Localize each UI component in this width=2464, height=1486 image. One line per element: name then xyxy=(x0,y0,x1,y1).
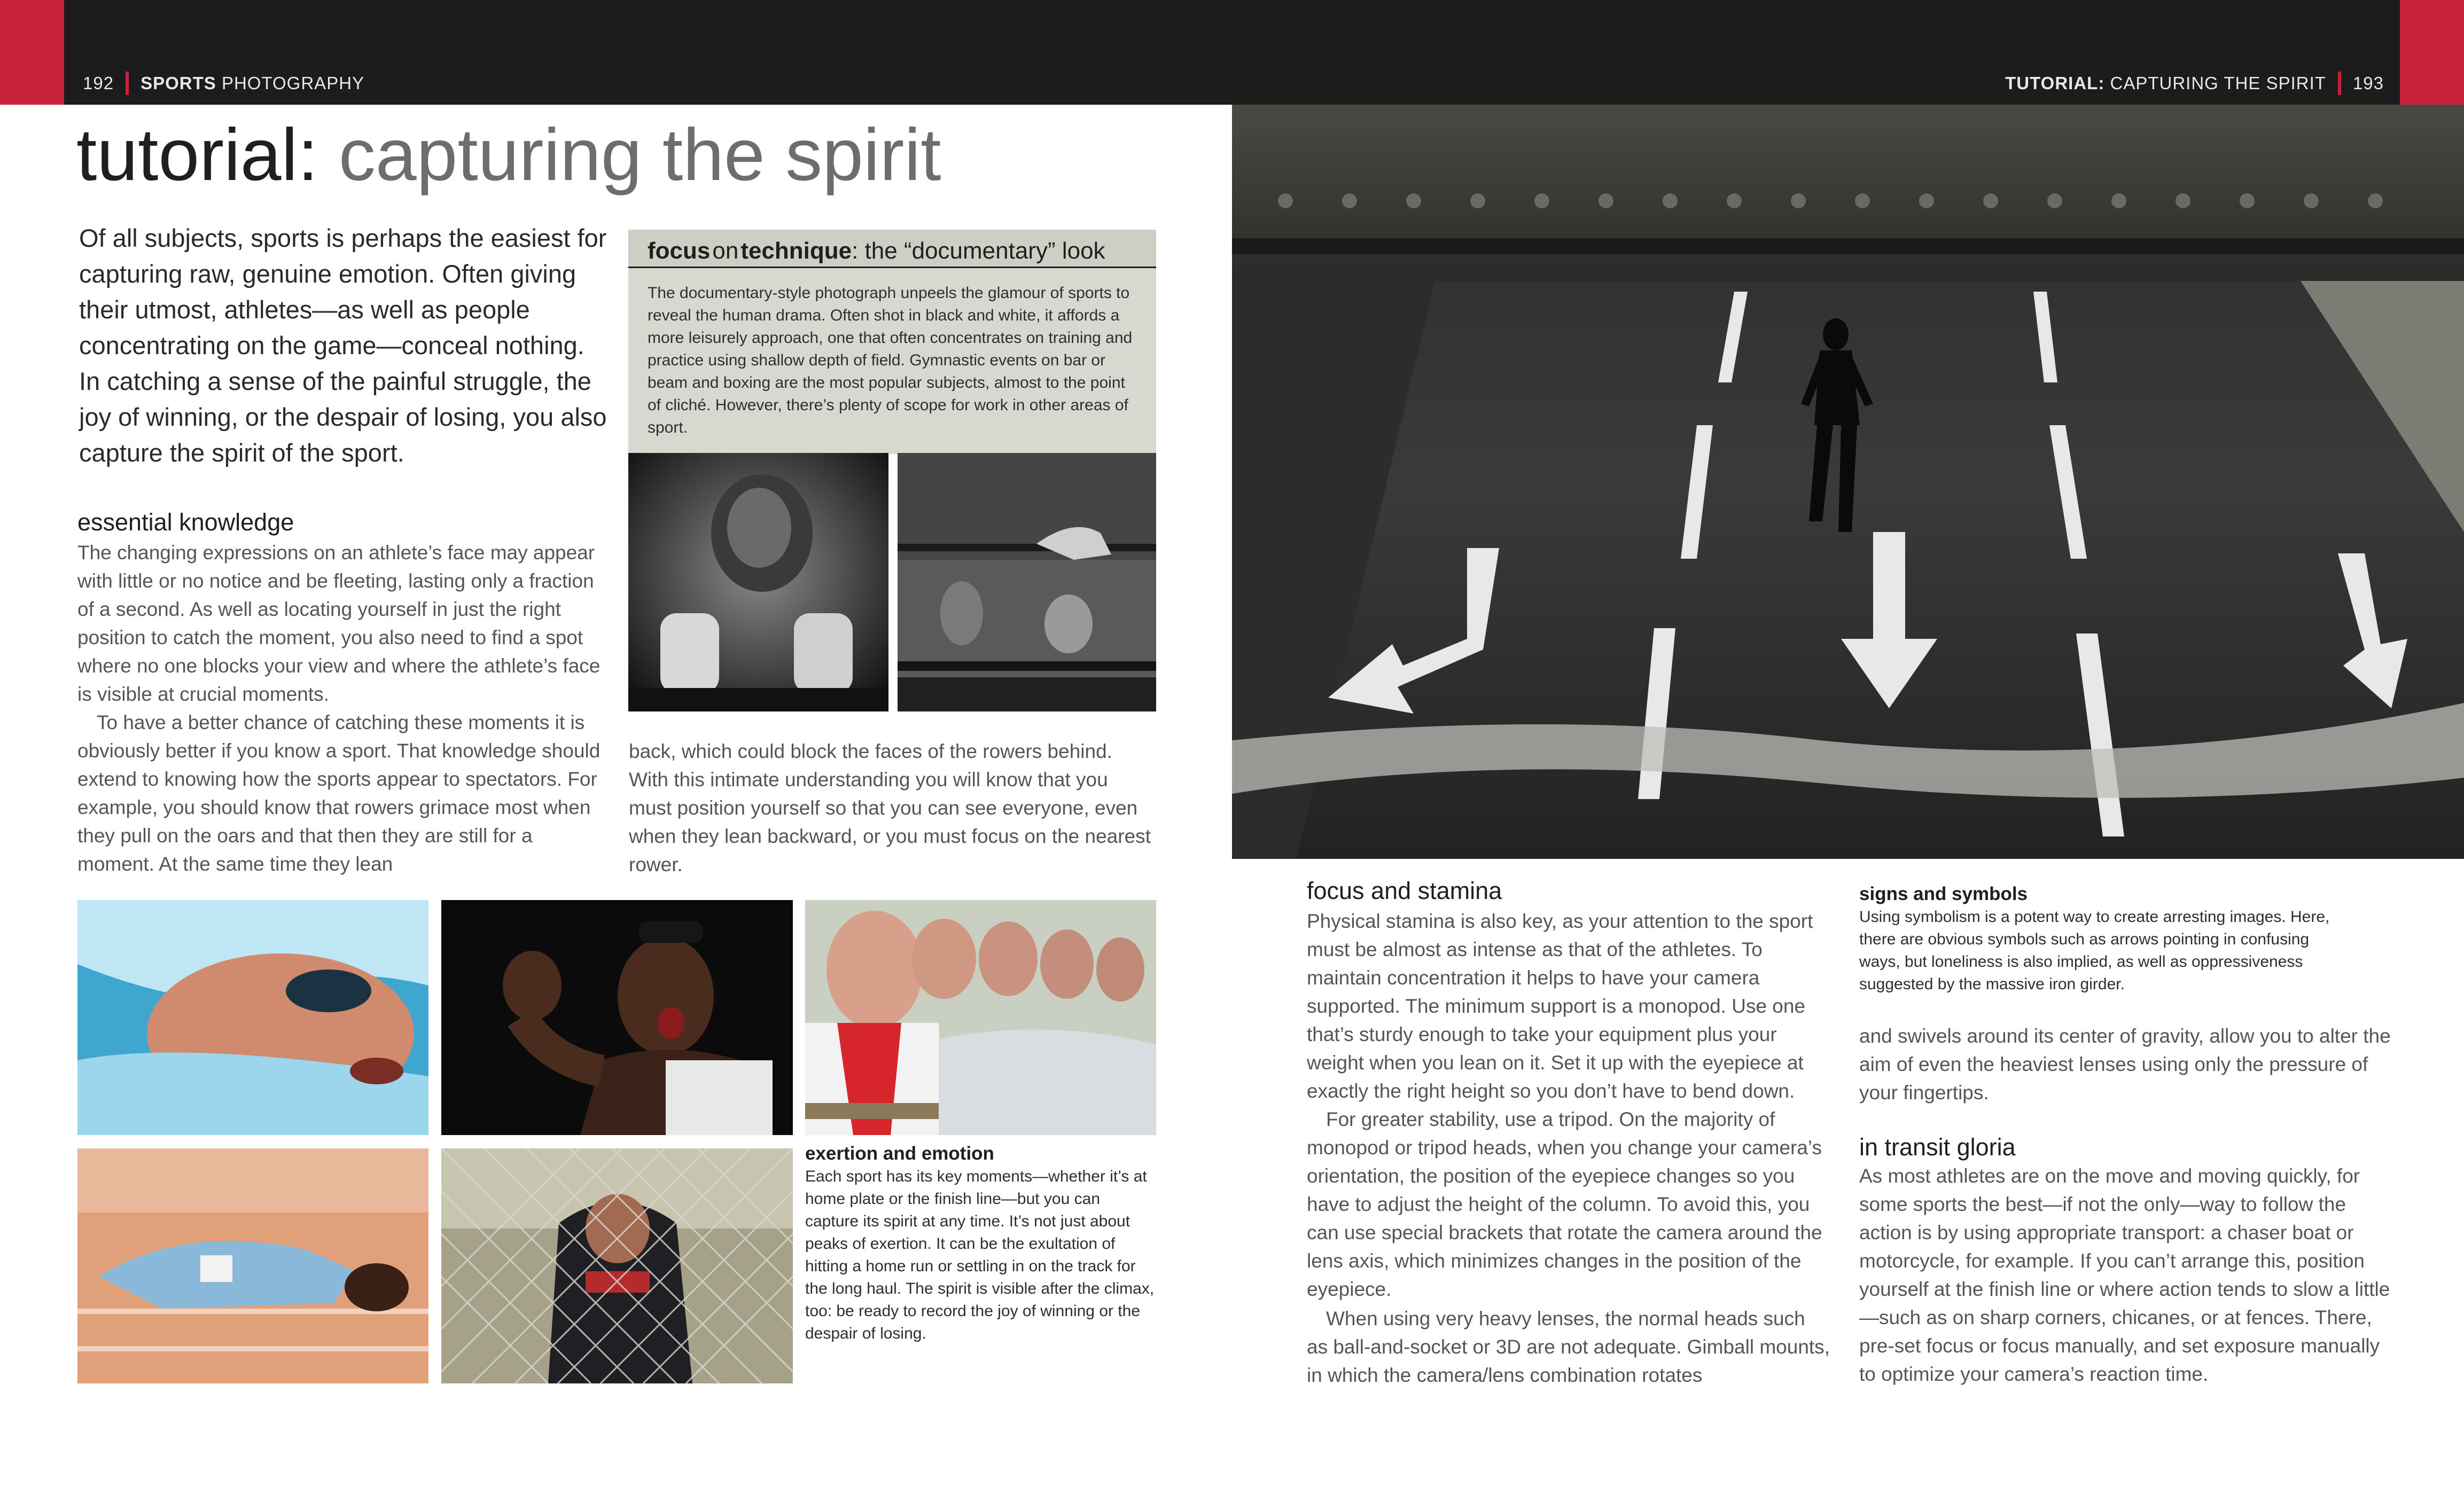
transit-text: As most athletes are on the move and moving quickly, for some sports the best—if not the only—way to follow the action is by using appropriate transport: a chaser boat or motorcycle, for example. If you can’t arrange this, position yourself at the finish line or where action tends to slow a little—such as on sharp corners, chicanes, or at fences. There, pre-set focus or focus manually, and set exposure manually to optimize your camera’s reaction time. xyxy=(1859,1165,2390,1385)
focus-box-title xyxy=(648,235,1105,267)
left-section-bold: SPORTS xyxy=(141,73,216,93)
essential-knowledge-p2-continued: back, which could block the faces of the rowers behind. With this intimate understanding you will know that you must position yourself so that you can see everyone, even when they lean backward, or you must focus on the nearest rower. xyxy=(629,740,1151,875)
focus-stamina-p1: Physical stamina is also key, as your attention to the sport must be almost as intense as that of the athletes. To maintain concentration it helps to have your camera supported. The minimum support is a monopod. Use one that’s sturdy enough to take your equipment plus your weight when you lean on it. Set it up with the eyepiece at exactly the right height so you don’t have to bend down. xyxy=(1307,910,1813,1102)
exhausted-runner-photo xyxy=(77,1148,428,1383)
left-accent-tab xyxy=(0,0,64,105)
exertion-heading: exertion and emotion xyxy=(805,1143,994,1164)
page-title xyxy=(76,112,941,198)
right-running-head xyxy=(2005,72,2384,95)
right-section-rest: CAPTURING THE SPIRIT xyxy=(2110,73,2326,93)
right-page-number: 193 xyxy=(2352,73,2384,93)
fence-runner-photo xyxy=(441,1148,793,1383)
exertion-text: Each sport has its key moments—whether it’s at home plate or the finish line—but you can capture its spirit at any time. It’s not just about peaks of exertion. It can be the exultation of hitting a home run or settling in on the track for the long haul. The spirit is visible after the climax, too: be ready to record the joy of winning or the despair of losing. xyxy=(805,1168,1155,1342)
focus-stamina-p2: For greater stability, use a tripod. On the majority of monopod or tripod heads, when you change your camera’s orientation, the position of the eyepiece changes so you have to adjust the height of the column. To avoid this, you can use special brackets that rotate the camera around the lens axis, which minimizes changes in the position of the eyepiece. xyxy=(1307,1108,1822,1300)
left-running-head xyxy=(83,72,364,95)
on-word: on xyxy=(712,238,739,264)
focus-box-text: The documentary-style photograph unpeels the glamour of sports to reveal the human drama. Often shot in black and white, it affords a more leisurely approach, one that often concentrates on training and practice using shallow depth of field. Gymnastic events on bar or beam and boxing are the most popular subjects, almost to the point of cliché. However, there’s plenty of scope for work in other areas of sport. xyxy=(648,284,1133,436)
focus-stamina-p3-continued: and swivels around its center of gravity, allow you to alter the aim of even the heaviest lenses using only the pressure of your fingertips. xyxy=(1859,1025,2391,1104)
transit-heading: in transit gloria xyxy=(1859,1133,2016,1161)
focus-stamina-heading: focus and stamina xyxy=(1307,877,1502,904)
focus-title-rest: : the “documentary” look xyxy=(852,238,1105,264)
technique-word: technique xyxy=(740,238,852,264)
boxing-ring-photo xyxy=(898,453,1156,711)
right-section-bold: TUTORIAL: xyxy=(2005,73,2105,93)
focus-stamina-p3: When using very heavy lenses, the normal heads such as ball-and-socket or 3D are not adequate. Gimball mounts, in which the camera/lens combination rotates xyxy=(1307,1308,1830,1386)
left-page-number: 192 xyxy=(83,73,114,93)
rowers-photo xyxy=(805,900,1156,1135)
right-header-divider xyxy=(2338,72,2341,95)
runner-road-arrows-photo xyxy=(1232,105,2464,859)
focus-word: focus xyxy=(648,238,711,264)
intro-paragraph: Of all subjects, sports is perhaps the easiest for capturing raw, genuine emotion. Often giving their utmost, athletes—as well as people concentrating on the game—conceal nothing. In catching a sense of the painful struggle, the joy of winning, or the despair of losing, you also capture the spirit of the sport. xyxy=(79,224,607,467)
essential-knowledge-p1: The changing expressions on an athlete’s face may appear with little or no notice and be fleeting, lasting only a fraction of a second. As well as locating yourself in just the right position to catch the moment, you also need to find a spot where no one blocks your view and where the athlete’s face is visible at crucial moments. xyxy=(77,542,601,705)
signs-symbols-text: Using symbolism is a potent way to create arresting images. Here, there are obvious symbols such as arrows pointing in confusing ways, but loneliness is also implied, as well as oppressiveness suggested by the massive iron girder. xyxy=(1859,908,2330,993)
boxer-photo xyxy=(628,453,888,711)
signs-symbols-heading: signs and symbols xyxy=(1859,883,2028,904)
right-accent-tab xyxy=(2400,0,2464,105)
title-rest: capturing the spirit xyxy=(338,114,941,196)
title-lead: tutorial: xyxy=(76,114,318,196)
left-header-divider xyxy=(126,72,129,95)
essential-knowledge-p2: To have a better chance of catching these moments it is obviously better if you know a sport. That knowledge should extend to knowing how the sports appear to spectators. For example, you should know that rowers grimace most when they pull on the oars and that then they are still for a moment. At the same time they lean xyxy=(77,711,601,875)
tennis-player-photo xyxy=(441,900,793,1135)
left-section-rest: PHOTOGRAPHY xyxy=(221,73,365,93)
page-header xyxy=(0,0,2464,105)
essential-knowledge-heading: essential knowledge xyxy=(77,509,294,536)
swimmer-photo xyxy=(77,900,428,1135)
